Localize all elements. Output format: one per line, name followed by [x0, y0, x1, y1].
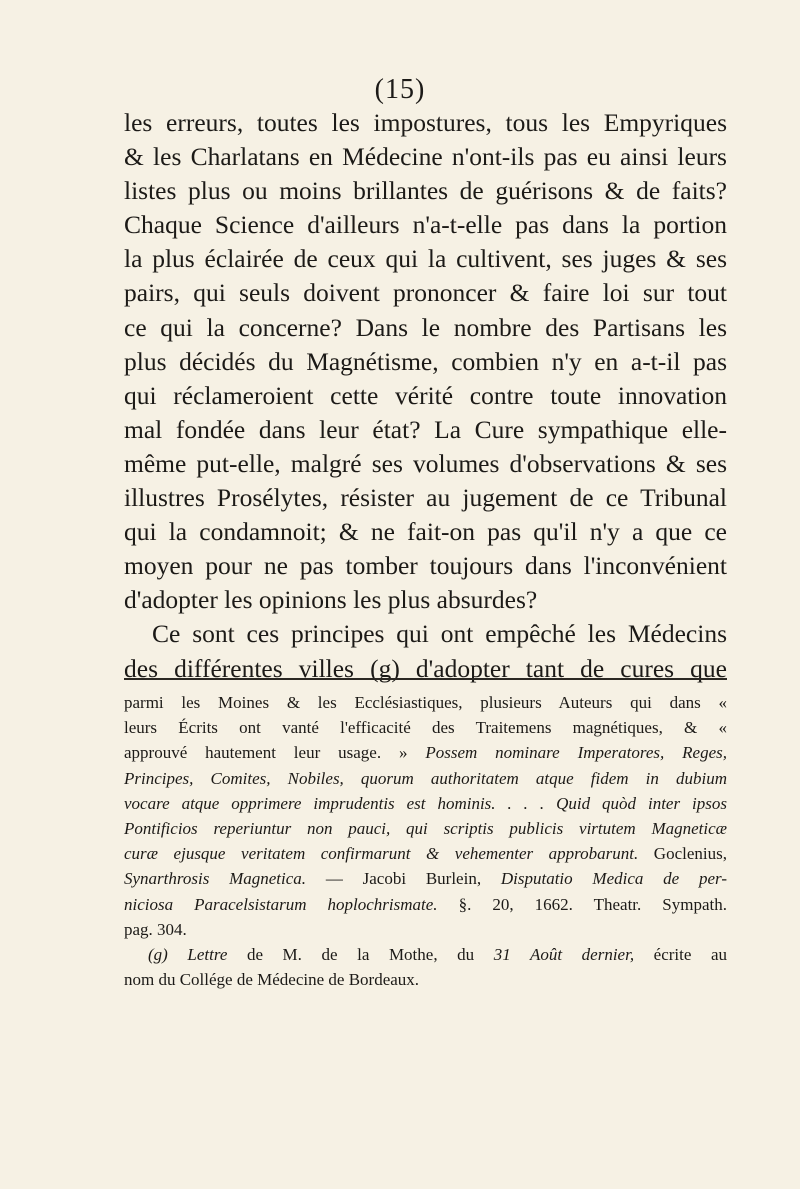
footnote-line — [124, 892, 727, 917]
text-line: & les Charlatans en Médecine n'ont-ils pas eu ainsi leurs — [124, 142, 727, 172]
page-number: (15) — [374, 74, 426, 105]
text-line: Chaque Science d'ailleurs n'a-t-elle pas dans la portion — [124, 210, 727, 240]
footnote-marker: (g) Lettre — [148, 945, 228, 965]
footnote-line — [124, 866, 727, 891]
footnote-text: de M. de la Mothe, du — [227, 945, 494, 965]
footnote-line — [124, 816, 727, 841]
text-line: moyen pour ne pas tomber toujours dans l'inconvénient — [124, 551, 727, 581]
main-text — [124, 106, 727, 686]
footnote-line: parmi les Moines & les Ecclésiastiques, plusieurs Auteurs qui dans « — [124, 693, 727, 712]
footnote-latin-quote: Pontificios reperiuntur non pauci, qui scriptis publicis virtutem Magneticæ — [124, 819, 727, 839]
footnote-author: — Jacobi Burlein, — [306, 869, 501, 889]
footnote-author: Goclenius, — [638, 844, 727, 864]
footnote-text: écrite au — [634, 945, 728, 965]
footnote-latin-quote: curæ ejusque veritatem confirmarunt & vehementer approbarunt. — [124, 844, 639, 864]
text-line: les erreurs, toutes les impostures, tous les Empyriques — [124, 108, 727, 137]
footnote-line — [124, 791, 727, 816]
footnote-work-title: Synarthrosis Magnetica. — [124, 869, 307, 889]
footnote-date: 31 Août dernier, — [493, 945, 635, 965]
text-line: d'adopter les opinions les plus absurdes? — [124, 585, 538, 615]
footnote-line — [124, 942, 727, 967]
footnote-line — [124, 740, 727, 765]
text-line: des différentes villes (g) d'adopter tant de cures que — [124, 653, 727, 683]
text-line: illustres Prosélytes, résister au jugement de ce Tribunal — [124, 483, 727, 513]
footnote-line — [124, 841, 727, 866]
text-line: qui la condamnoit; & ne fait-on pas qu'il n'y a que ce — [124, 517, 727, 547]
footnote-latin-quote: Principes, Comites, Nobiles, quorum authoritatem atque fidem in dubium — [124, 768, 727, 788]
footnote-latin-quote: vocare atque opprimere imprudentis est hominis. . . . Quid quòd inter ipsos — [124, 793, 727, 813]
footnote-latin-quote: Possem nominare Imperatores, Reges, — [425, 743, 728, 763]
footnote-line: pag. 304. — [124, 919, 187, 939]
footnote-text: approuvé hautement leur usage. » — [124, 743, 426, 763]
footnote-reference: §. 20, 1662. Theatr. Sympath. — [437, 894, 727, 914]
text-line: la plus éclairée de ceux qui la cultivent, ses juges & ses — [124, 244, 727, 274]
text-line: plus décidés du Magnétisme, combien n'y en a-t-il pas — [124, 346, 727, 376]
text-line: qui réclameroient cette vérité contre toute innovation — [124, 380, 727, 410]
footnote-work-title: niciosa Paracelsistarum hoplochrismate. — [124, 894, 438, 914]
footnotes — [124, 690, 727, 992]
text-line: Ce sont ces principes qui ont empêché les Médecins — [152, 619, 727, 649]
footnote-work-title: Disputatio Medica de per- — [500, 869, 727, 889]
text-line: pairs, qui seuls doivent prononcer & faire loi sur tout — [124, 278, 727, 308]
text-line: même put-elle, malgré ses volumes d'observations & ses — [124, 448, 727, 478]
text-line: ce qui la concerne? Dans le nombre des Partisans les — [124, 312, 727, 342]
footnote-line: nom du Collége de Médecine de Bordeaux. — [124, 970, 420, 990]
footnote-divider — [124, 678, 727, 680]
text-line: listes plus ou moins brillantes de guérisons & de faits? — [124, 176, 727, 206]
footnote-line — [124, 766, 727, 791]
footnote-line: leurs Écrits ont vanté l'efficacité des Traitemens magnétiques, & « — [124, 718, 727, 738]
text-line: mal fondée dans leur état? La Cure sympathique elle- — [124, 414, 727, 444]
